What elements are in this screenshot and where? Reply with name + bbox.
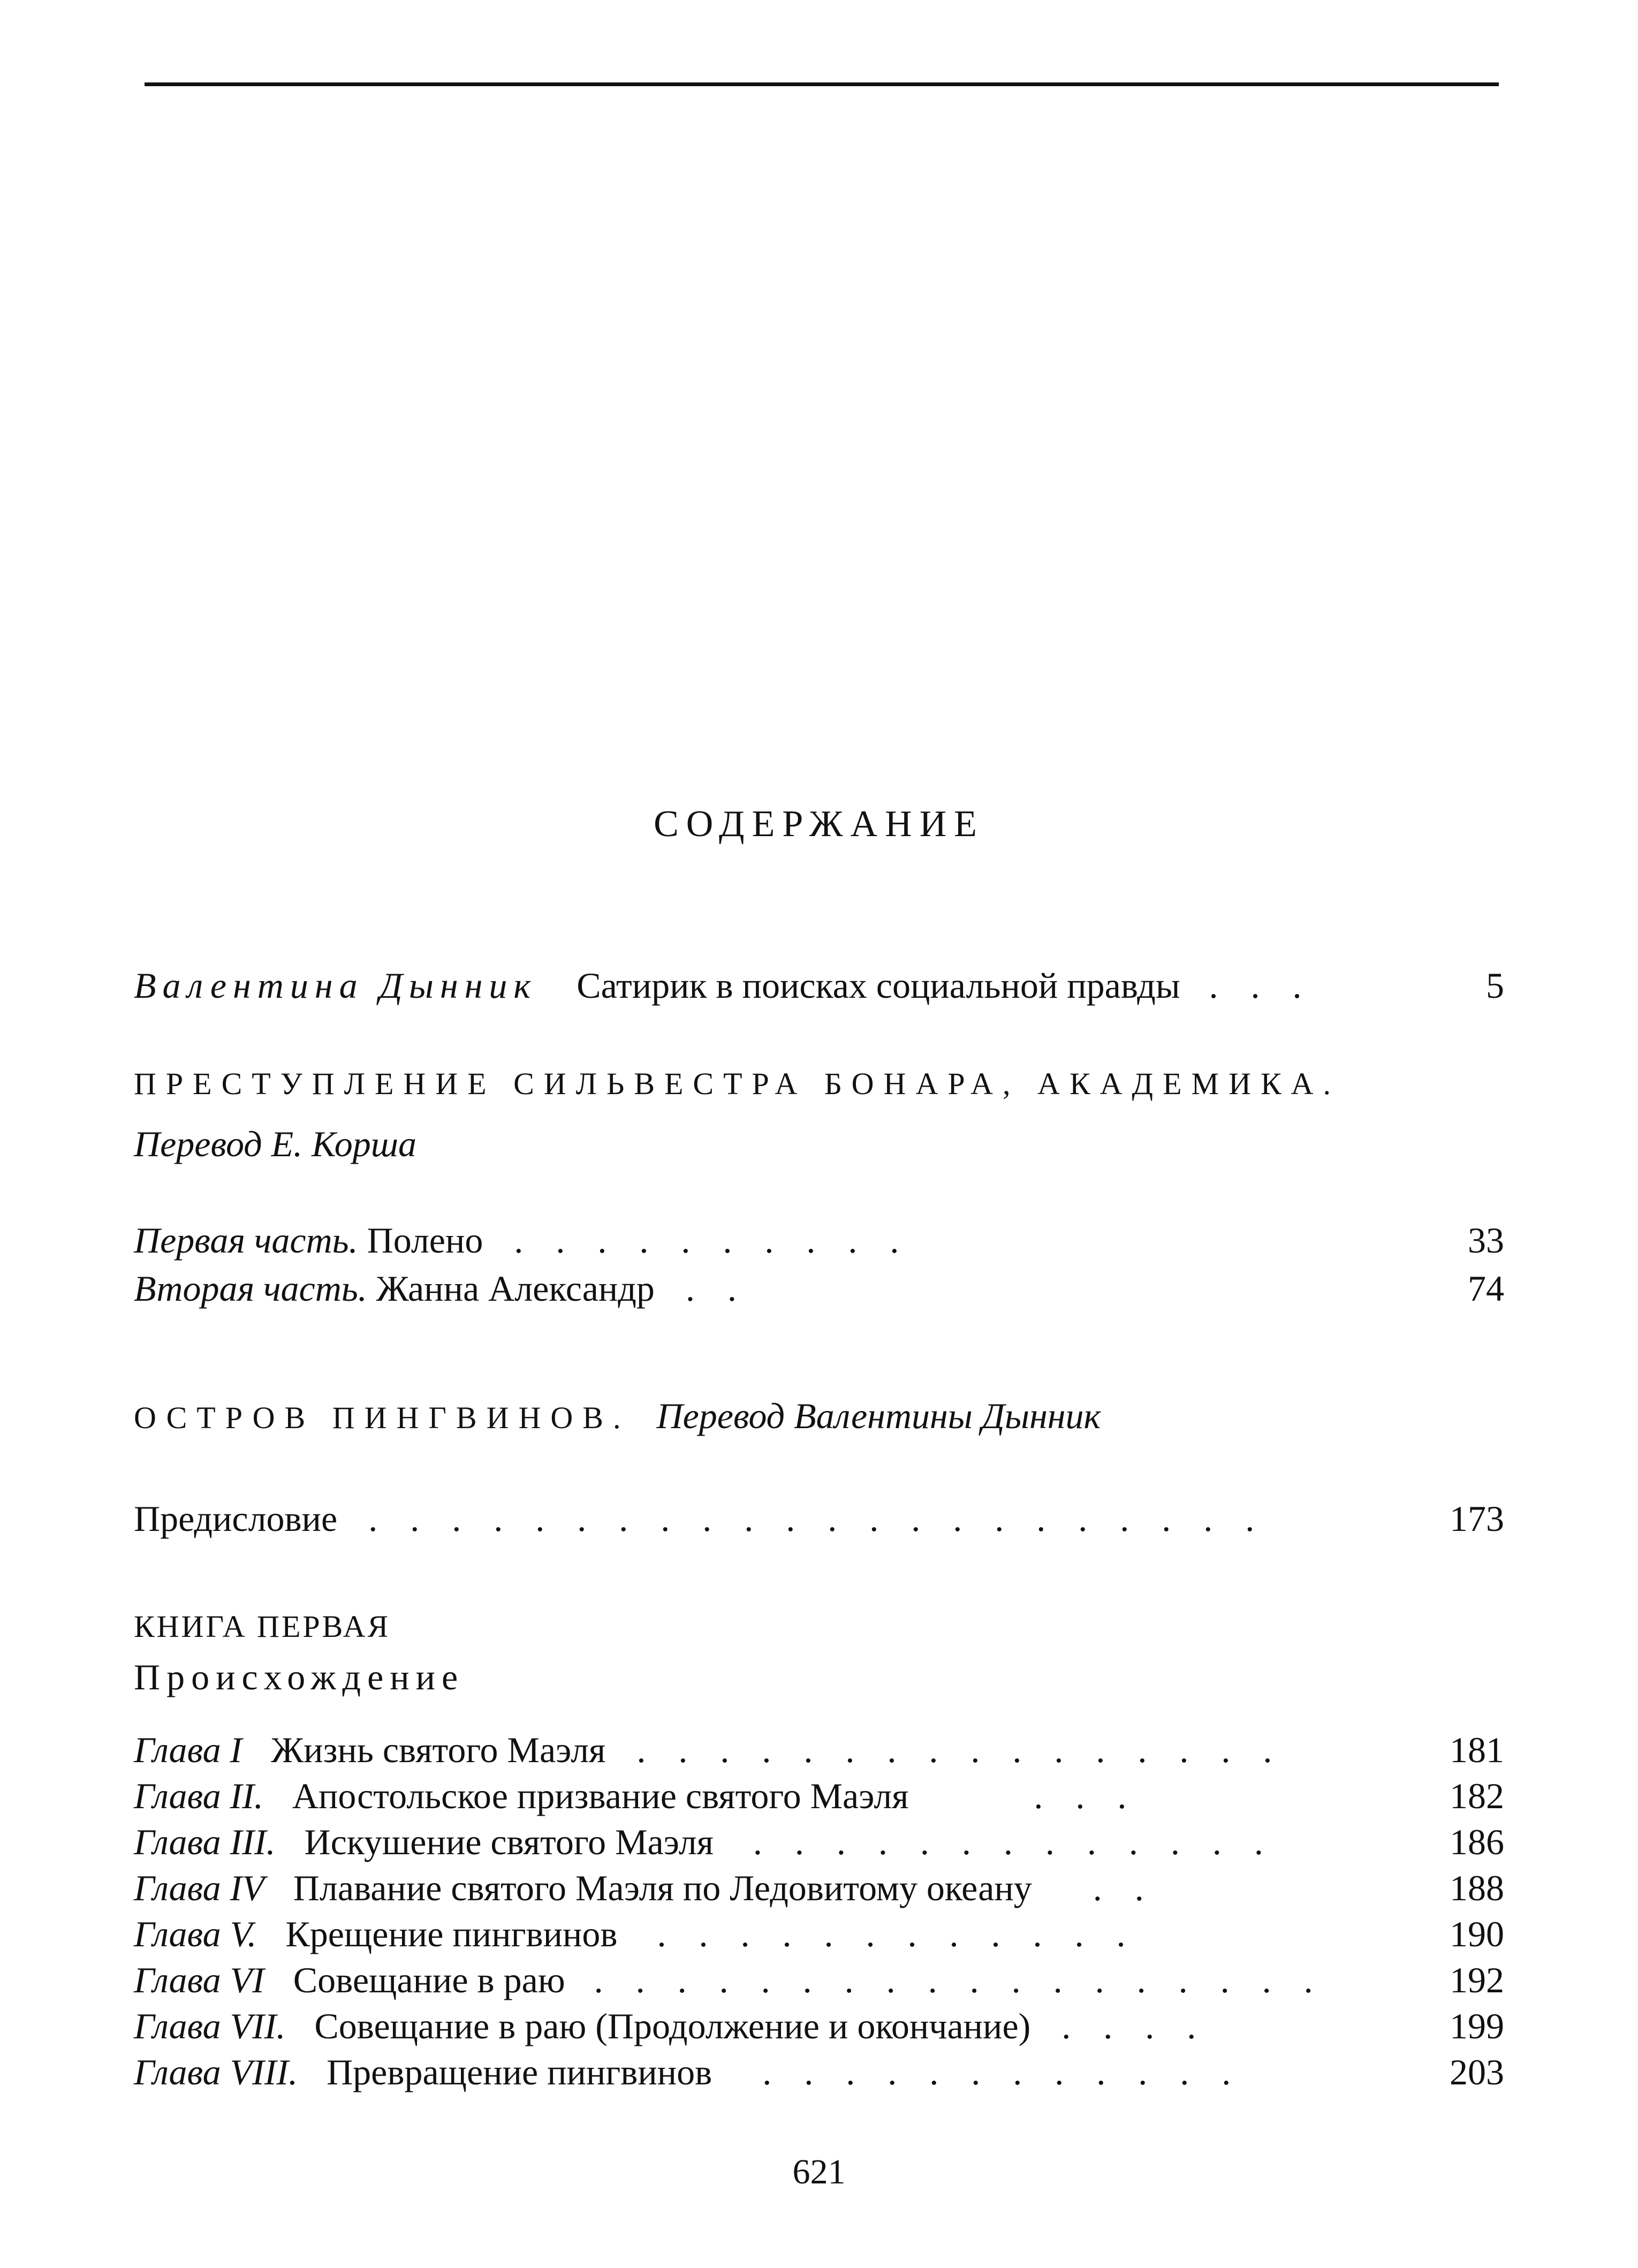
page-number: 621 <box>792 2152 846 2191</box>
entry-text: Жанна Александр <box>376 1268 655 1309</box>
chapter-page: 203 <box>1450 2052 1504 2092</box>
intro-text: Сатирик в поисках социальной правды <box>577 965 1180 1006</box>
chapter-row <box>134 1956 1504 2004</box>
preface-text: Предисловие <box>134 1498 338 1539</box>
book-heading: КНИГА ПЕРВАЯ <box>134 1609 391 1644</box>
chapter-label: Глава IV <box>134 1868 264 1908</box>
chapter-row <box>134 1726 1504 1774</box>
chapter-dots: . . . . . . . . . . . . . <box>753 1822 1275 1862</box>
preface-dots: . . . . . . . . . . . . . . . . . . . . . . <box>368 1498 1267 1539</box>
chapter-page: 199 <box>1450 2006 1504 2046</box>
toc-entry <box>134 1264 1504 1313</box>
intro-author: Валентина Дынник <box>134 965 537 1006</box>
work2-translator: Перевод Валентины Дынник <box>656 1395 1101 1436</box>
chapter-row <box>134 1772 1504 1820</box>
entry-dots: . . <box>685 1268 748 1309</box>
chapter-title: Крещение пингвинов <box>285 1914 618 1954</box>
chapter-row <box>134 1864 1504 1912</box>
chapter-title: Превращение пингвинов <box>327 2052 712 2092</box>
entry-page: 74 <box>1468 1268 1504 1309</box>
chapter-label: Глава II. <box>134 1776 263 1816</box>
chapter-label: Глава VIII. <box>134 2052 298 2092</box>
chapter-page: 186 <box>1450 1822 1504 1862</box>
work1-heading: ПРЕСТУПЛЕНИЕ СИЛЬВЕСТРА БОНАРА, АКАДЕМИКА. <box>134 1066 1341 1101</box>
chapter-dots: . . <box>1093 1868 1156 1908</box>
preface-page: 173 <box>1450 1498 1504 1539</box>
toc-entry-intro <box>134 961 1504 1010</box>
chapter-page: 182 <box>1450 1776 1504 1816</box>
chapter-row <box>134 2002 1504 2050</box>
chapter-dots: . . . . . . . . . . . . <box>762 2052 1243 2092</box>
chapter-title: Совещание в раю <box>293 1960 565 2000</box>
chapter-label: Глава I <box>134 1730 242 1770</box>
intro-dots: . . . <box>1209 965 1314 1006</box>
chapter-row <box>134 2048 1504 2096</box>
chapter-dots: . . . <box>1034 1776 1139 1816</box>
chapter-title: Совещание в раю (Продолжение и окончание) <box>314 2006 1031 2046</box>
chapter-page: 190 <box>1450 1914 1504 1954</box>
chapter-dots: . . . . <box>1061 2006 1208 2046</box>
chapter-label: Глава VII. <box>134 2006 286 2046</box>
chapter-row <box>134 1818 1504 1866</box>
chapter-title: Плавание святого Маэля по Ледовитому океану <box>293 1868 1032 1908</box>
entry-page: 33 <box>1468 1220 1504 1261</box>
intro-page: 5 <box>1486 965 1504 1006</box>
work2-heading: ОСТРОВ ПИНГВИНОВ. <box>134 1400 631 1435</box>
chapter-dots: . . . . . . . . . . . . . . . . . . <box>594 1960 1325 2000</box>
chapter-label: Глава V. <box>134 1914 257 1954</box>
page-title: СОДЕРЖАНИЕ <box>654 803 984 845</box>
chapter-label: Глава III. <box>134 1822 276 1862</box>
entry-dots: . . . . . . . . . . <box>514 1220 911 1261</box>
chapter-label: Глава VI <box>134 1960 264 2000</box>
part-label: Первая часть. <box>134 1220 358 1261</box>
chapter-row <box>134 1910 1504 1958</box>
chapter-dots: . . . . . . . . . . . . <box>657 1914 1138 1954</box>
chapter-dots: . . . . . . . . . . . . . . . . <box>636 1730 1284 1770</box>
book-subtitle: Происхождение <box>134 1657 465 1697</box>
chapter-title: Жизнь святого Маэля <box>271 1730 606 1770</box>
toc-entry-preface <box>134 1495 1504 1543</box>
work1-translator: Перевод Е. Корша <box>134 1124 417 1164</box>
entry-text: Полено <box>367 1220 483 1261</box>
chapter-page: 188 <box>1450 1868 1504 1908</box>
chapter-page: 181 <box>1450 1730 1504 1770</box>
chapter-title: Апостольское призвание святого Маэля <box>292 1776 909 1816</box>
part-label: Вторая часть. <box>134 1268 367 1309</box>
chapter-page: 192 <box>1450 1960 1504 2000</box>
top-rule <box>145 82 1499 86</box>
chapter-title: Искушение святого Маэля <box>304 1822 714 1862</box>
toc-entry <box>134 1216 1504 1264</box>
work2-heading-row <box>134 1392 1526 1440</box>
